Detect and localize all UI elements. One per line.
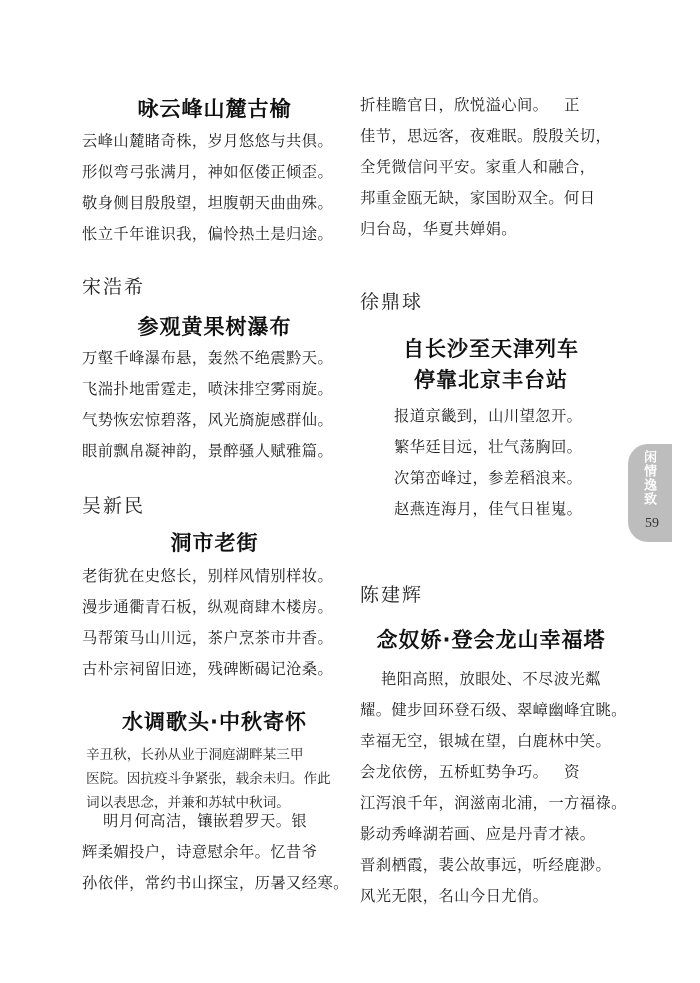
poem-title: 水调歌头·中秋寄怀 — [122, 710, 307, 734]
poem-line: 佳节，思远客，夜难眠。殷殷关切， — [360, 127, 612, 145]
poem-line: 明月何高洁，镶嵌碧罗天。银 — [82, 812, 308, 830]
section-label: 闲情逸致 — [641, 450, 656, 506]
poem-author: 吴新民 — [82, 495, 146, 517]
poem-line: 会龙依傍，五桥虹势争巧。 资 — [360, 763, 580, 781]
poem-body — [394, 401, 582, 525]
poem-line: 漫步通衢青石板，纵观商肆木楼房。 — [82, 598, 334, 616]
poem-body — [82, 561, 333, 685]
poem-line: 折桂瞻官日，欣悦溢心间。 正 — [360, 96, 580, 114]
poem-author: 徐鼎球 — [360, 291, 424, 313]
preface-line: 辛丑秋，长孙从业于洞庭湖畔某三甲 — [86, 747, 304, 763]
poem-line: 幸福无空，银城在望，白鹿林中笑。 — [360, 732, 612, 750]
poem-title: 咏云峰山麓古榆 — [137, 97, 292, 121]
poem-title: 参观黄果树瀑布 — [137, 315, 292, 339]
poem-line: 报道京畿到，山川望忽开。 — [394, 407, 583, 425]
poem-line: 敬身侧目殷殷望，坦腹朝天曲曲殊。 — [82, 194, 334, 212]
preface-line: 词以表思念，并兼和苏轼中秋词。 — [86, 795, 290, 811]
poem-line: 繁华廷目远，壮气荡胸回。 — [394, 438, 583, 456]
poem-line: 江泻浪千年，润滋南北浦，一方福祿。 — [360, 794, 627, 812]
poem-line: 形似弯弓张满月，神如伛偻正倾歪。 — [82, 163, 334, 181]
poem-line: 耀。健步回环登石级、翠嶂幽峰宜眺。 — [360, 701, 627, 719]
preface-line: 医院。因抗疫斗争紧张，载余未归。作此 — [86, 771, 331, 787]
poem-title: 洞市老街 — [170, 531, 259, 555]
poem-title: 自长沙至天津列车 — [403, 337, 579, 361]
poem-title: 念奴娇·登会龙山幸福塔 — [376, 628, 606, 652]
poem-line: 万壑千峰瀑布悬，轰然不绝震黔天。 — [82, 349, 334, 367]
poem-line: 飞湍扑地雷霆走，喷沫排空雾雨旋。 — [82, 380, 334, 398]
poem-body — [82, 343, 333, 467]
section-tab — [628, 444, 672, 542]
poem-body — [360, 90, 611, 245]
poem-author: 陈建辉 — [360, 584, 424, 606]
poem-line: 老街犹在史悠长，别样风情别样妆。 — [82, 567, 334, 585]
poem-line: 古朴宗祠留旧迹，残碑断碣记沧桑。 — [82, 660, 334, 678]
poem-author: 宋浩希 — [82, 276, 146, 298]
poem-preface — [86, 743, 331, 815]
poem-line: 气势恢宏惊碧落，风光旖旎感群仙。 — [82, 411, 334, 429]
poem-line: 赵燕连海月，佳气日崔嵬。 — [394, 500, 583, 518]
poem-line: 艳阳高照，放眼处、不尽波光粼 — [360, 670, 601, 688]
poem-line: 辉柔媚投户，诗意慰余年。忆昔爷 — [82, 843, 318, 861]
poem-line: 邦重金瓯无缺，家国盼双全。何日 — [360, 189, 596, 207]
poem-line: 晋刹栖霞，裴公故事远，听经鹿渺。 — [360, 856, 612, 874]
poem-line: 全凭微信问平安。家重人和融合， — [360, 158, 596, 176]
poem-line: 怅立千年谁识我，偏怜热土是归途。 — [82, 225, 334, 243]
poem-title-line2: 停靠北京丰台站 — [414, 368, 568, 392]
poem-line: 云峰山麓睹奇株，岁月悠悠与共俱。 — [82, 132, 334, 150]
poem-body — [360, 664, 627, 912]
poem-line: 次第峦峰过，参差稻浪来。 — [394, 469, 583, 487]
poem-line: 眼前飘帛凝神韵，景醉骚人赋雅篇。 — [82, 442, 334, 460]
poem-body — [82, 126, 333, 250]
poem-body — [82, 806, 349, 899]
page-number: 59 — [645, 516, 659, 531]
poem-line: 马帮策马山川远，茶户烹茶市井香。 — [82, 629, 334, 647]
poem-line: 孙依伴，常约书山探宝，历暑又经寒。 — [82, 874, 349, 892]
poem-line: 影动秀峰湖若画、应是丹青才裱。 — [360, 825, 596, 843]
poem-line: 风光无限，名山今日尤俏。 — [360, 887, 549, 905]
poem-line: 归台岛，华夏共婵娟。 — [360, 220, 517, 238]
